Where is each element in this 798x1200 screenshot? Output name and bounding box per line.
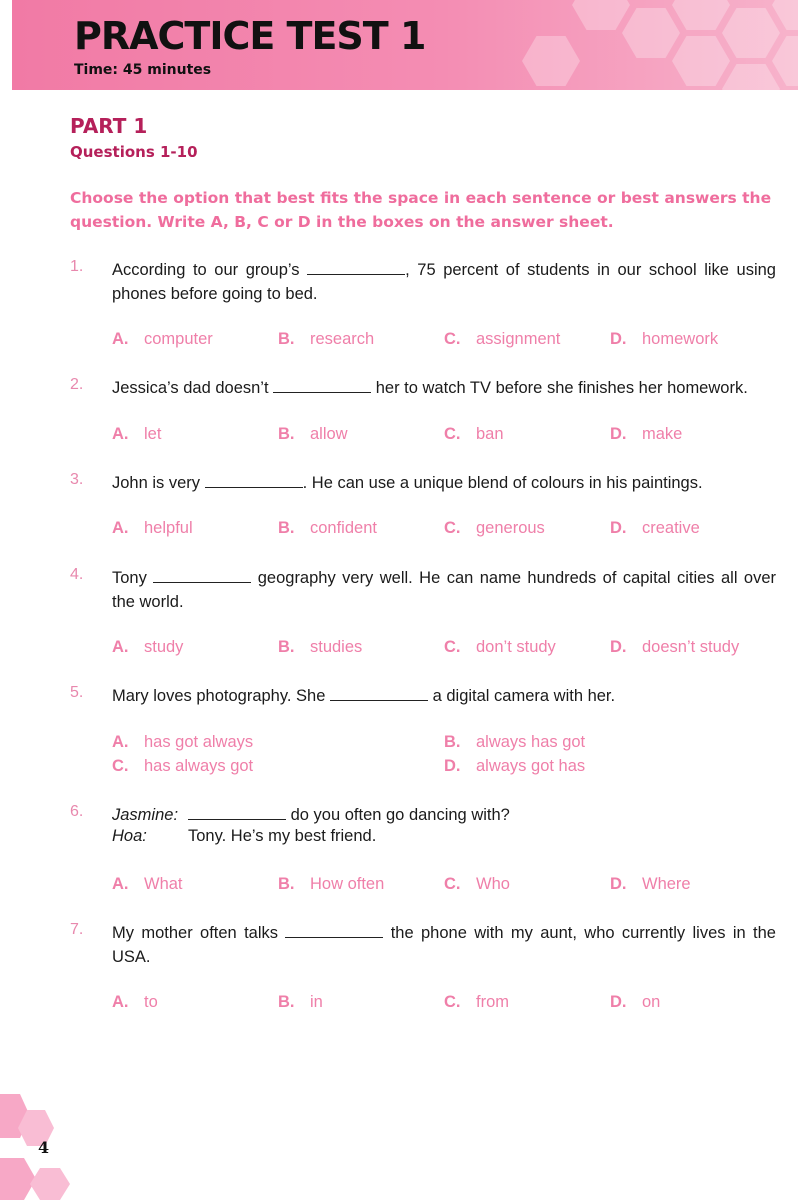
option-a: A. computer (112, 330, 213, 348)
option-c: C. assignment (444, 330, 561, 348)
hexagon-decoration (672, 36, 730, 86)
question-number: 1. (70, 258, 84, 275)
option-d: D. doesn’t study (610, 638, 740, 656)
dialogue-line: Jasmine: do you often go dancing with? (112, 803, 510, 825)
answer-blank (188, 803, 286, 820)
hexagon-decoration (772, 0, 798, 30)
option-a: A. let (112, 425, 162, 443)
hexagon-decoration (522, 36, 580, 86)
option-b: B. studies (278, 638, 363, 656)
option-b: B. in (278, 993, 323, 1011)
question-text: Mary loves photography. She a digital camera with her. (112, 684, 776, 708)
option-a: A. helpful (112, 519, 193, 537)
question-text: John is very . He can use a unique blend of colours in his paintings. (112, 471, 776, 495)
question-text: According to our group’s , 75 percent of students in our school like using phones before going to bed. (112, 258, 776, 306)
hexagon-decoration (30, 1168, 70, 1200)
question-text: Tony geography very well. He can name hundreds of capital cities all over the world. (112, 566, 776, 614)
dialogue-line: Hoa: Tony. He’s my best friend. (112, 827, 377, 845)
option-c: C. don’t study (444, 638, 556, 656)
option-d: D. always got has (444, 757, 586, 775)
option-c: C. from (444, 993, 509, 1011)
option-b: B. confident (278, 519, 377, 537)
hexagon-decoration (722, 64, 780, 90)
option-c: C. Who (444, 875, 510, 893)
option-d: D. on (610, 993, 661, 1011)
question-text: Jessica’s dad doesn’t her to watch TV before she finishes her homework. (112, 376, 776, 400)
question-number: 7. (70, 921, 84, 938)
option-b: B. research (278, 330, 375, 348)
option-a: A. to (112, 993, 158, 1011)
option-b: B. always has got (444, 733, 586, 751)
question-number: 2. (70, 376, 84, 393)
option-d: D. homework (610, 330, 719, 348)
option-a: A. study (112, 638, 184, 656)
option-c: C. ban (444, 425, 504, 443)
time-limit: Time: 45 minutes (74, 62, 212, 78)
page-number: 4 (38, 1138, 50, 1157)
option-c: C. has always got (112, 757, 254, 775)
question-number: 6. (70, 803, 84, 820)
hexagon-decoration (0, 1158, 36, 1200)
answer-blank (153, 566, 251, 583)
question-number: 4. (70, 566, 84, 583)
option-a: A. has got always (112, 733, 254, 751)
answer-blank (285, 921, 383, 938)
option-d: D. Where (610, 875, 691, 893)
option-d: D. make (610, 425, 683, 443)
option-d: D. creative (610, 519, 700, 537)
question-number: 3. (70, 471, 84, 488)
header-banner (12, 0, 798, 90)
answer-blank (273, 376, 371, 393)
instructions: Choose the option that best fits the space in each sentence or best answers the question. Write A, B, C or D in the boxes on the answer sheet. (70, 189, 772, 231)
option-c: C. generous (444, 519, 545, 537)
question-number: 5. (70, 684, 84, 701)
speaker: Jasmine: (112, 806, 179, 824)
question-text: My mother often talks the phone with my aunt, who currently lives in the USA. (112, 921, 776, 969)
hexagon-decoration (772, 36, 798, 86)
questions-range: Questions 1-10 (70, 143, 198, 161)
answer-blank (307, 258, 405, 275)
hexagon-decoration (722, 8, 780, 58)
option-b: B. allow (278, 425, 348, 443)
answer-blank (330, 684, 428, 701)
page-title: PRACTICE TEST 1 (74, 14, 426, 58)
option-a: A. What (112, 875, 183, 893)
part-heading: PART 1 (70, 114, 148, 138)
hexagon-decoration (572, 0, 630, 30)
hexagon-decoration (672, 0, 730, 30)
answer-blank (205, 471, 303, 488)
speaker: Hoa: (112, 827, 147, 845)
option-b: B. How often (278, 875, 385, 893)
hexagon-decoration (622, 8, 680, 58)
